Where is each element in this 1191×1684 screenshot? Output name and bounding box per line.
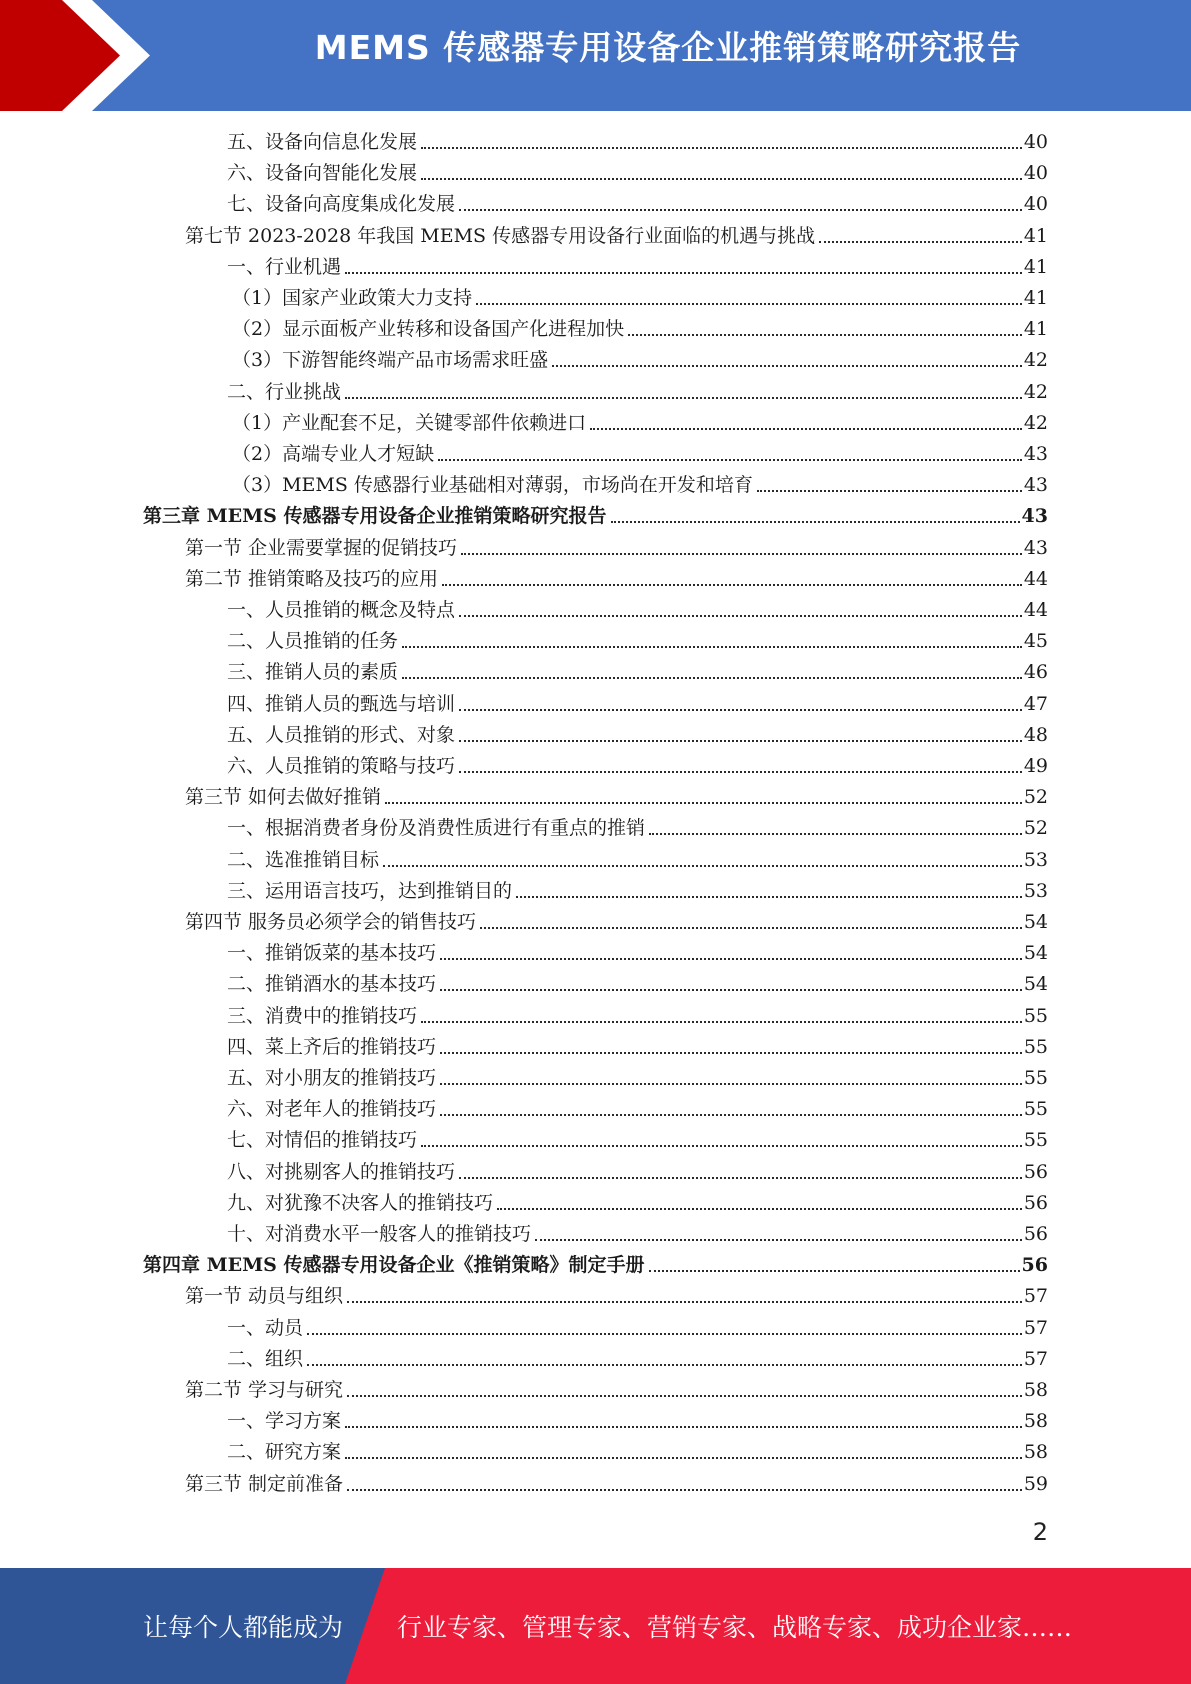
toc-entry-title: 二、组织 <box>227 1347 304 1370</box>
toc-entry-title: 第七节 2023-2028 年我国 MEMS 传感器专用设备行业面临的机遇与挑战 <box>185 224 816 247</box>
toc-dot-leader <box>459 1175 1022 1179</box>
toc-entry-page: 42 <box>1023 380 1048 403</box>
toc-entry-title: 一、学习方案 <box>227 1410 342 1433</box>
toc-entry-title: 三、推销人员的素质 <box>227 661 399 684</box>
toc-entry-page: 55 <box>1023 1067 1048 1089</box>
toc-entry[interactable] <box>185 1376 1048 1404</box>
toc-dot-leader <box>611 519 1020 523</box>
toc-entry[interactable] <box>227 877 1048 905</box>
toc-entry-title: （3）下游智能终端产品市场需求旺盛 <box>232 349 549 372</box>
toc-dot-leader <box>480 925 1022 929</box>
toc-entry-title: 第三章 MEMS 传感器专用设备企业推销策略研究报告 <box>143 505 607 528</box>
header-arrow-decoration <box>0 0 160 111</box>
toc-entry-title: 三、运用语言技巧，达到推销目的 <box>227 879 513 902</box>
toc-dot-leader <box>345 1455 1022 1459</box>
toc-entry[interactable] <box>227 627 1048 655</box>
toc-entry-page: 43 <box>1023 536 1048 559</box>
toc-entry-page: 58 <box>1023 1379 1048 1401</box>
toc-dot-leader <box>307 1331 1022 1335</box>
toc-entry[interactable] <box>227 1158 1048 1186</box>
toc-entry-page: 43 <box>1023 474 1048 497</box>
toc-entry-page: 41 <box>1023 255 1048 278</box>
toc-entry[interactable] <box>185 783 1048 811</box>
toc-entry-title: 一、推销饭菜的基本技巧 <box>227 942 437 965</box>
toc-entry-page: 53 <box>1023 848 1048 871</box>
toc-entry-title: 三、消费中的推销技巧 <box>227 1004 418 1027</box>
toc-entry-title: 二、推销酒水的基本技巧 <box>227 973 437 996</box>
footer-slogan-left: 让每个人都能成为 <box>143 1613 344 1642</box>
toc-dot-leader <box>649 831 1022 835</box>
toc-entry-page: 52 <box>1023 786 1048 809</box>
toc-entry-title: 第四节 服务员必须学会的销售技巧 <box>185 911 477 933</box>
toc-dot-leader <box>497 1206 1022 1210</box>
toc-entry-title: 十、对消费水平一般客人的推销技巧 <box>227 1223 532 1245</box>
toc-entry-title: 一、人员推销的概念及特点 <box>227 599 456 621</box>
toc-entry-page: 57 <box>1023 1347 1048 1370</box>
toc-entry-title: 一、行业机遇 <box>227 255 342 278</box>
toc-dot-leader <box>628 332 1022 336</box>
toc-entry-page: 55 <box>1023 1098 1048 1121</box>
toc-entry-page: 54 <box>1023 973 1048 996</box>
toc-entry-title: 二、行业挑战 <box>227 380 342 403</box>
toc-entry[interactable] <box>227 814 1048 842</box>
toc-entry-title: 二、人员推销的任务 <box>227 630 399 653</box>
toc-entry-page: 47 <box>1023 692 1048 715</box>
toc-entry-title: 一、动员 <box>227 1316 304 1339</box>
toc-entry-title: 七、设备向高度集成化发展 <box>227 193 456 216</box>
toc-dot-leader <box>383 863 1022 867</box>
toc-entry[interactable] <box>227 128 1048 156</box>
toc-entry-page: 56 <box>1021 1254 1048 1277</box>
header-title: MEMS 传感器专用设备企业推销策略研究报告 <box>314 28 1022 67</box>
toc-dot-leader <box>402 644 1022 648</box>
toc-dot-leader <box>385 800 1022 804</box>
toc-entry-page: 52 <box>1023 817 1048 840</box>
toc-entry[interactable] <box>185 565 1048 593</box>
toc-entry-page: 54 <box>1023 911 1048 933</box>
toc-entry-title: 六、对老年人的推销技巧 <box>227 1098 437 1121</box>
toc-dot-leader <box>440 1112 1022 1116</box>
toc-entry-title: 五、人员推销的形式、对象 <box>227 723 456 746</box>
toc-dot-leader <box>757 488 1022 492</box>
toc-entry-page: 41 <box>1023 318 1048 341</box>
toc-entry-title: （1）产业配套不足，关键零部件依赖进口 <box>232 411 587 434</box>
toc-entry[interactable] <box>227 253 1048 281</box>
toc-entry[interactable] <box>227 658 1048 686</box>
toc-entry-page: 41 <box>1023 224 1048 247</box>
toc-dot-leader <box>440 956 1022 960</box>
toc-entry-title: 九、对犹豫不决客人的推销技巧 <box>227 1191 494 1214</box>
toc-dot-leader <box>345 1424 1022 1428</box>
toc-entry[interactable] <box>227 1345 1048 1373</box>
toc-entry[interactable] <box>227 846 1048 874</box>
toc-entry-page: 55 <box>1023 1035 1048 1058</box>
page-footer <box>0 1568 1191 1684</box>
toc-dot-leader <box>516 894 1022 898</box>
toc-entry[interactable] <box>227 1126 1048 1154</box>
toc-entry-title: 四、菜上齐后的推销技巧 <box>227 1035 437 1058</box>
toc-entry-page: 56 <box>1023 1191 1048 1214</box>
toc-entry[interactable] <box>185 1282 1048 1310</box>
toc-entry[interactable] <box>227 970 1048 998</box>
toc-entry[interactable] <box>232 346 1048 374</box>
toc-entry-page: 46 <box>1023 661 1048 684</box>
toc-dot-leader <box>421 1143 1022 1147</box>
toc-entry[interactable] <box>143 1251 1048 1279</box>
toc-entry-page: 58 <box>1023 1441 1048 1464</box>
toc-entry-title: 第二节 学习与研究 <box>185 1379 344 1401</box>
toc-entry[interactable] <box>232 440 1048 468</box>
toc-entry[interactable] <box>185 222 1048 250</box>
page-number: 2 <box>1032 1518 1048 1546</box>
toc-entry[interactable] <box>227 721 1048 749</box>
toc-entry-title: （1）国家产业政策大力支持 <box>232 287 473 309</box>
toc-dot-leader <box>307 1362 1022 1366</box>
toc-entry[interactable] <box>227 1189 1048 1217</box>
toc-entry-title: 四、推销人员的甄选与培训 <box>227 692 456 715</box>
toc-entry-title: 第一节 企业需要掌握的促销技巧 <box>185 536 458 559</box>
toc-entry-title: （2）显示面板产业转移和设备国产化进程加快 <box>232 318 625 341</box>
toc-entry[interactable] <box>227 190 1048 218</box>
toc-entry-page: 44 <box>1023 599 1048 621</box>
toc-dot-leader <box>347 1299 1022 1303</box>
toc-entry-page: 53 <box>1023 879 1048 902</box>
toc-dot-leader <box>347 1487 1022 1491</box>
toc-entry[interactable] <box>227 1407 1048 1435</box>
toc-entry-page: 48 <box>1023 723 1048 746</box>
toc-entry-page: 43 <box>1021 505 1048 528</box>
toc-entry[interactable] <box>185 1470 1048 1498</box>
toc-entry-title: 二、研究方案 <box>227 1441 342 1464</box>
toc-entry[interactable] <box>232 471 1048 499</box>
toc-dot-leader <box>819 239 1022 243</box>
toc-entry-title: 七、对情侣的推销技巧 <box>227 1129 418 1152</box>
toc-dot-leader <box>535 1237 1022 1241</box>
toc-entry-page: 57 <box>1023 1316 1048 1339</box>
toc-entry[interactable] <box>227 690 1048 718</box>
toc-entry-page: 45 <box>1023 630 1048 653</box>
toc-dot-leader <box>459 738 1022 742</box>
toc-entry-page: 49 <box>1023 755 1048 777</box>
toc-entry[interactable] <box>227 1033 1048 1061</box>
toc-entry-title: 第三节 如何去做好推销 <box>185 786 382 809</box>
toc-entry-title: 五、对小朋友的推销技巧 <box>227 1067 437 1089</box>
toc-entry[interactable] <box>185 534 1048 562</box>
toc-entry[interactable] <box>232 315 1048 343</box>
toc-dot-leader <box>440 1050 1022 1054</box>
toc-dot-leader <box>649 1268 1020 1272</box>
toc-entry[interactable] <box>232 409 1048 437</box>
toc-dot-leader <box>459 207 1022 211</box>
toc-dot-leader <box>440 987 1022 991</box>
toc-entry-title: 二、选准推销目标 <box>227 848 380 871</box>
toc-entry-page: 55 <box>1023 1129 1048 1152</box>
toc-entry-page: 41 <box>1023 287 1048 309</box>
toc-dot-leader <box>345 395 1022 399</box>
toc-dot-leader <box>440 1081 1022 1085</box>
toc-entry-page: 43 <box>1023 443 1048 465</box>
toc-entry[interactable] <box>227 1314 1048 1342</box>
toc-dot-leader <box>402 675 1022 679</box>
toc-entry-title: （3）MEMS 传感器行业基础相对薄弱，市场尚在开发和培育 <box>232 474 753 497</box>
toc-dot-leader <box>590 426 1022 430</box>
toc-entry-title: 一、根据消费者身份及消费性质进行有重点的推销 <box>227 817 646 840</box>
toc-entry-title: 五、设备向信息化发展 <box>227 131 418 153</box>
toc-entry-page: 44 <box>1023 567 1048 590</box>
toc-entry-page: 57 <box>1023 1285 1048 1308</box>
toc-entry[interactable] <box>227 596 1048 624</box>
toc-entry[interactable] <box>227 1438 1048 1466</box>
toc-entry[interactable] <box>227 378 1048 406</box>
toc-entry-title: 六、人员推销的策略与技巧 <box>227 755 456 777</box>
toc-entry-title: 第三节 制定前准备 <box>185 1472 344 1495</box>
page-header <box>0 0 1191 111</box>
toc-entry-page: 58 <box>1023 1410 1048 1433</box>
toc-entry-title: （2）高端专业人才短缺 <box>232 443 435 465</box>
toc-dot-leader <box>347 1393 1022 1397</box>
toc-entry[interactable] <box>185 908 1048 936</box>
toc-dot-leader <box>461 551 1022 555</box>
toc-entry-title: 八、对挑剔客人的推销技巧 <box>227 1160 456 1183</box>
toc-entry-page: 59 <box>1023 1472 1048 1495</box>
toc-entry-page: 40 <box>1023 131 1048 153</box>
toc-entry[interactable] <box>227 1064 1048 1092</box>
toc-entry-page: 55 <box>1023 1004 1048 1027</box>
toc-dot-leader <box>459 707 1022 711</box>
toc-entry[interactable] <box>232 284 1048 312</box>
toc-entry-title: 第一节 动员与组织 <box>185 1285 344 1308</box>
toc-entry-page: 56 <box>1023 1160 1048 1183</box>
toc-dot-leader <box>438 457 1022 461</box>
toc-entry[interactable] <box>227 1220 1048 1248</box>
toc-entry[interactable] <box>227 1002 1048 1030</box>
toc-entry-page: 42 <box>1023 349 1048 372</box>
toc-entry[interactable] <box>143 502 1048 530</box>
toc-dot-leader <box>459 769 1022 773</box>
toc-dot-leader <box>476 301 1022 305</box>
toc-entry-title: 第四章 MEMS 传感器专用设备企业《推销策略》制定手册 <box>143 1254 645 1277</box>
toc-entry-page: 54 <box>1023 942 1048 965</box>
toc-dot-leader <box>421 1019 1022 1023</box>
toc-entry[interactable] <box>227 752 1048 780</box>
toc-dot-leader <box>442 582 1022 586</box>
toc-dot-leader <box>552 363 1022 367</box>
toc-entry[interactable] <box>227 159 1048 187</box>
toc-entry-page: 40 <box>1023 193 1048 216</box>
toc-dot-leader <box>421 145 1022 149</box>
toc-entry-title: 第二节 推销策略及技巧的应用 <box>185 567 439 590</box>
toc-entry-title: 六、设备向智能化发展 <box>227 162 418 185</box>
toc-entry-page: 40 <box>1023 162 1048 185</box>
toc-dot-leader <box>345 270 1022 274</box>
toc-entry-page: 56 <box>1023 1223 1048 1245</box>
toc-entry[interactable] <box>227 1095 1048 1123</box>
toc-entry[interactable] <box>227 939 1048 967</box>
toc-dot-leader <box>421 176 1022 180</box>
footer-slogan-right: 行业专家、管理专家、营销专家、战略专家、成功企业家…… <box>397 1613 1073 1642</box>
toc-entry-page: 42 <box>1023 411 1048 434</box>
toc-dot-leader <box>459 613 1022 617</box>
